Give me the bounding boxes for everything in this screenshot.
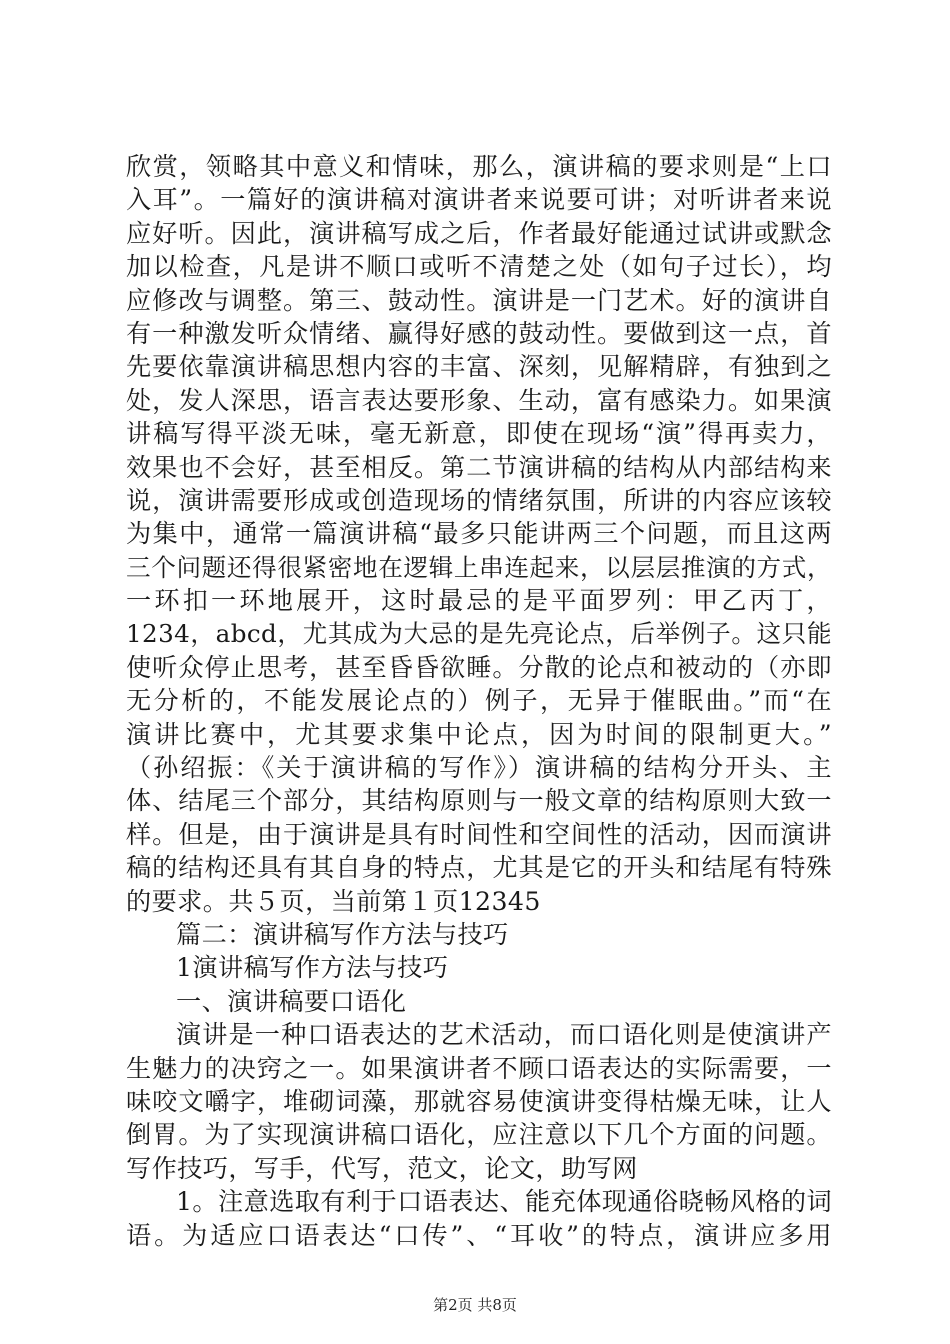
- page-footer: 第2页 共8页: [433, 1296, 517, 1314]
- text-line: 处，发人深思，语言表达要形象、生动，富有感染力。如果演: [126, 385, 832, 415]
- text-line: 味咬文嚼字，堆砌词藻，那就容易使演讲变得枯燥无味，让人: [126, 1086, 832, 1116]
- text-line: 三个问题还得很紧密地在逻辑上串连起来，以层层推演的方式，: [126, 552, 832, 582]
- section-heading: 1演讲稿写作方法与技巧: [176, 953, 449, 983]
- text-line: 先要依靠演讲稿思想内容的丰富、深刻，见解精辟，有独到之: [126, 352, 832, 382]
- paragraph-first-line: 1。注意选取有利于口语表达、能充体现通俗晓畅风格的词: [176, 1187, 833, 1217]
- text-line: 欣赏，领略其中意义和情味，那么，演讲稿的要求则是“上口: [126, 152, 832, 181]
- section-heading: 篇二：演讲稿写作方法与技巧: [176, 919, 509, 949]
- text-line: 使听众停止思考，甚至昏昏欲睡。分散的论点和被动的（亦即: [126, 652, 832, 682]
- text-line: 应修改与调整。第三、鼓动性。演讲是一门艺术。好的演讲自: [126, 285, 832, 315]
- text-line: 讲稿写得平淡无味，毫无新意，即使在现场“演”得再卖力，: [126, 419, 832, 449]
- text-line: 样。但是，由于演讲是具有时间性和空间性的活动，因而演讲: [126, 819, 832, 849]
- text-line: 入耳”。一篇好的演讲稿对演讲者来说要可讲；对听讲者来说: [126, 185, 832, 215]
- text-line: 演讲比赛中，尤其要求集中论点，因为时间的限制更大。”: [126, 719, 832, 749]
- section-heading: 一、演讲稿要口语化: [176, 986, 407, 1016]
- text-line: 生魅力的决窍之一。如果演讲者不顾口语表达的实际需要，一: [126, 1053, 832, 1083]
- text-line: 有一种激发听众情绪、赢得好感的鼓动性。要做到这一点，首: [126, 318, 832, 348]
- paragraph-first-line: 演讲是一种口语表达的艺术活动，而口语化则是使演讲产: [176, 1020, 832, 1050]
- text-line: 1234，abcd，尤其成为大忌的是先亮论点，后举例子。这只能: [126, 619, 832, 649]
- text-line: 效果也不会好，甚至相反。第二节演讲稿的结构从内部结构来: [126, 452, 832, 482]
- text-line: 无分析的，不能发展论点的）例子，无异于催眠曲。”而“在: [126, 686, 832, 716]
- text-line: 加以检查，凡是讲不顺口或听不清楚之处（如句子过长），均: [126, 252, 832, 282]
- text-line: 说，演讲需要形成或创造现场的情绪氛围，所讲的内容应该较: [126, 485, 832, 515]
- text-line: （孙绍振：《关于演讲稿的写作》）演讲稿的结构分开头、主: [126, 753, 832, 783]
- text-line: 倒胃。为了实现演讲稿口语化，应注意以下几个方面的问题。: [126, 1120, 832, 1150]
- text-line: 体、结尾三个部分，其结构原则与一般文章的结构原则大致一: [126, 786, 832, 816]
- text-line: 应好听。因此，演讲稿写成之后，作者最好能通过试讲或默念: [126, 218, 832, 248]
- document-body: [126, 150, 832, 1252]
- text-line: 写作技巧，写手，代写，范文，论文，助写网: [126, 1153, 638, 1183]
- text-line: 稿的结构还具有其自身的特点，尤其是它的开头和结尾有特殊: [126, 853, 832, 883]
- text-line: 一环扣一环地展开，这时最忌的是平面罗列：甲乙丙丁，: [126, 586, 832, 616]
- text-line: 的要求。共５页，当前第１页12345: [126, 886, 541, 916]
- text-line: 语。为适应口语表达“口传”、“耳收”的特点，演讲应多用: [126, 1220, 832, 1250]
- text-line: 为集中，通常一篇演讲稿“最多只能讲两三个问题，而且这两: [126, 519, 832, 549]
